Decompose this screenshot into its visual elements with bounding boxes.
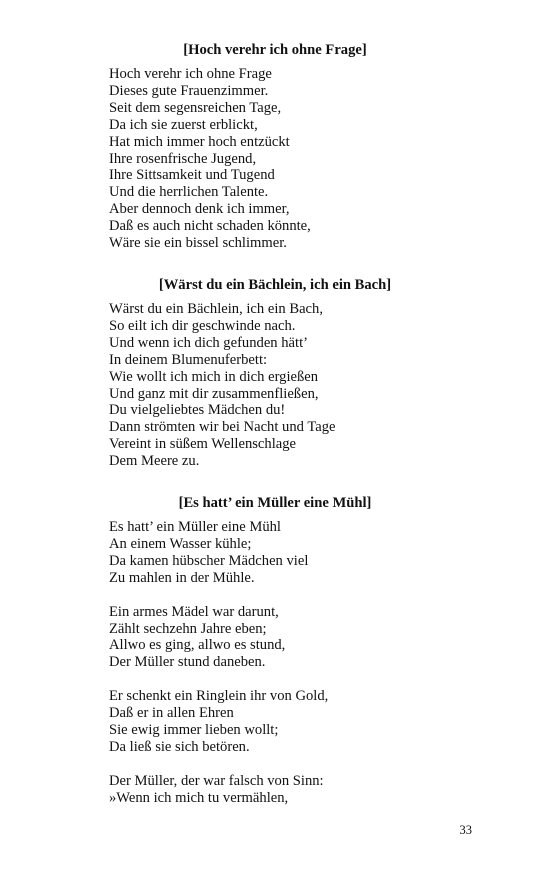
title-bracket-open: [ [158, 277, 164, 293]
stanza [109, 773, 529, 807]
verse-line: Daß er in allen Ehren [109, 705, 234, 722]
title-bracket-close: ] [386, 277, 392, 293]
verse-line: Der Müller stund daneben. [109, 654, 266, 671]
verse-line: Und die herrlichen Talente. [109, 184, 269, 201]
verse-line: Da kamen hübscher Mädchen viel [109, 552, 309, 569]
verse-line: Vereint in süßem Wellenschlage [109, 436, 297, 453]
verse-line: Dann strömten wir bei Nacht und Tage [109, 419, 336, 436]
verse-line: Da ließ sie sich betören. [109, 738, 250, 755]
verse-line: Zu mahlen in der Mühle. [109, 569, 255, 586]
verse-line: Er schenkt ein Ringlein ihr von Gold, [109, 688, 329, 705]
verse-line: Ihre Sittsamkeit und Tugend [109, 167, 275, 184]
stanza [109, 301, 529, 470]
verse-line: Es hatt’ ein Müller eine Mühl [109, 519, 281, 535]
title-bracket-close: ] [361, 42, 367, 58]
verse-line: Ein armes Mädel war darunt, [109, 603, 279, 620]
stanza [109, 688, 529, 756]
verse-line: Allwo es ging, allwo es stund, [109, 637, 286, 654]
stanza [109, 66, 529, 252]
verse-line: In deinem Blumenuferbett: [109, 351, 268, 368]
verse-line: Daß es auch nicht schaden könnte, [109, 218, 311, 235]
verse-line: Dem Meere zu. [109, 453, 200, 470]
verse-line: »Wenn ich mich tu vermählen, [109, 789, 289, 806]
verse-line: Du vielgeliebtes Mädchen du! [109, 402, 286, 419]
poem-body-1 [109, 66, 529, 252]
verse-line: Der Müller, der war falsch von Sinn: [109, 772, 324, 789]
poem-title-text: Wärst du ein Bächlein, ich ein Bach [163, 277, 387, 293]
poem-title-2 [0, 276, 550, 294]
verse-line: So eilt ich dir geschwinde nach. [109, 317, 296, 334]
verse-line: Aber dennoch denk ich immer, [109, 201, 290, 218]
poem-title-text: Es hatt’ ein Müller eine Mühl [183, 495, 367, 511]
verse-line: Seit dem segensreichen Tage, [109, 99, 282, 116]
page-number: 33 [459, 823, 472, 837]
title-bracket-close: ] [366, 495, 372, 511]
verse-line: An einem Wasser kühle; [109, 535, 252, 552]
poem-title-3 [0, 494, 550, 512]
verse-line: Hoch verehr ich ohne Frage [109, 66, 272, 82]
title-bracket-open: [ [178, 495, 184, 511]
poem-body-2 [109, 301, 529, 470]
verse-line: Ihre rosenfrische Jugend, [109, 150, 257, 167]
stanza [109, 604, 529, 672]
poem-body-3 [109, 519, 529, 807]
title-bracket-open: [ [183, 42, 189, 58]
verse-line: Da ich sie zuerst erblickt, [109, 116, 258, 133]
poem-title-1 [0, 41, 550, 59]
verse-line: Wäre sie ein bissel schlimmer. [109, 235, 287, 252]
verse-line: Dieses gute Frauenzimmer. [109, 82, 269, 99]
verse-line: Wärst du ein Bächlein, ich ein Bach, [109, 301, 323, 317]
verse-line: Wie wollt ich mich in dich ergießen [109, 368, 319, 385]
verse-line: Zählt sechzehn Jahre eben; [109, 620, 267, 637]
verse-line: Und ganz mit dir zusammenfließen, [109, 385, 319, 402]
verse-line: Und wenn ich dich gefunden hätt’ [109, 334, 308, 351]
verse-line: Sie ewig immer lieben wollt; [109, 722, 279, 739]
poem-title-text: Hoch verehr ich ohne Frage [188, 42, 362, 58]
stanza [109, 519, 529, 587]
verse-line: Hat mich immer hoch entzückt [109, 133, 290, 150]
